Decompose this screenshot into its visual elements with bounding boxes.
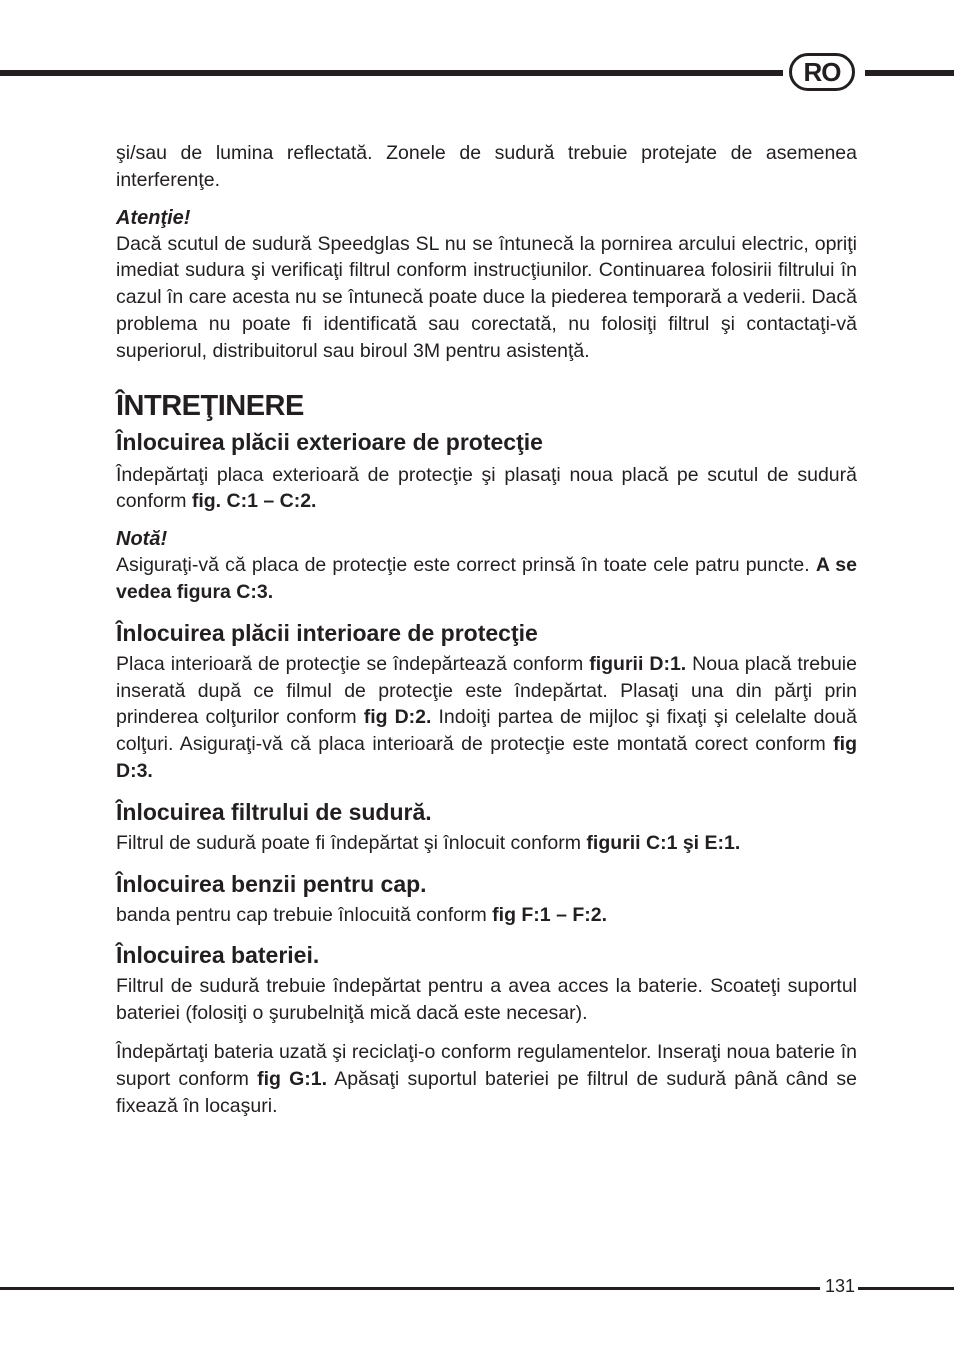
subsection-inner-plate-title: Înlocuirea plăcii interioare de protecţie	[116, 619, 538, 646]
header-rule-right	[865, 70, 954, 76]
outer-plate-paragraph: Îndepărtaţi placa exterioară de protecţie şi plasaţi noua placă pe scutul de sudură conform fig. C:1 – C:2.	[116, 463, 857, 513]
figure-ref: A se vedea figura C:3.	[116, 554, 857, 603]
figure-ref: fig F:1 – F:2.	[492, 903, 607, 926]
figure-ref: figurii C:1 şi E:1.	[586, 831, 741, 854]
subsection-outer-plate-title: Înlocuirea plăcii exterioare de protecţie	[116, 428, 543, 455]
battery-paragraph-2: Îndepărtaţi bateria uzată şi reciclaţi-o conform regulamentelor. Inseraţi noua baterie în suport conform fig G:1. Apăsaţi suportul bateriei pe filtrul de sudură până când se fixează în locaşuri.	[116, 1040, 857, 1117]
note-title: Notă!	[116, 528, 168, 551]
inner-plate-paragraph: Placa interioară de protecţie se îndepărtează conform figurii D:1. Noua placă trebuie inserată după ce filmul de protecţie este îndepărtat. Plasaţi una din părţi prin prinderea colţurilor conform fig D:2. Indoiţi partea de mijloc şi fixaţi şi celelalte două colţuri. Asiguraţi-vă că placa interioară de protecţie este montată corect conform fig D:3.	[116, 652, 857, 782]
page-content	[116, 140, 857, 1119]
figure-ref: fig D:2.	[363, 706, 432, 729]
figure-ref: fig D:3.	[116, 733, 857, 782]
section-title: ÎNTREŢINERE	[116, 389, 304, 422]
intro-paragraph: şi/sau de lumina reflectată. Zonele de sudură trebuie protejate de asemenea interferenţe.	[116, 142, 857, 191]
figure-ref: figurii D:1.	[589, 652, 687, 675]
filter-paragraph: Filtrul de sudură poate fi îndepărtat şi înlocuit conform figurii C:1 şi E:1.	[116, 831, 741, 854]
figure-ref: fig. C:1 – C:2.	[191, 490, 317, 513]
headband-paragraph: banda pentru cap trebuie înlocuită conform fig F:1 – F:2.	[116, 903, 607, 926]
page-number: 131	[824, 1276, 856, 1296]
figure-ref: fig G:1.	[257, 1067, 328, 1090]
battery-paragraph-1: Filtrul de sudură trebuie îndepărtat pentru a avea acces la baterie. Scoateţi suportul bateriei (folosiţi o şurubelniţă mică dacă este necesar).	[116, 975, 857, 1025]
language-badge: RO	[789, 53, 855, 91]
note-paragraph: Asiguraţi-vă că placa de protecţie este correct prinsă în toate cele patru puncte. A se vedea figura C:3.	[116, 554, 857, 603]
subsection-battery-title: Înlocuirea bateriei.	[116, 942, 320, 969]
footer-rule-right	[858, 1287, 954, 1290]
subsection-filter-title: Înlocuirea filtrului de sudură.	[116, 798, 432, 825]
header-rule-left	[0, 70, 783, 76]
warning-paragraph: Dacă scutul de sudură Speedglas SL nu se întunecă la pornirea arcului electric, opriţi imediat sudura şi verificaţi filtrul conform instrucţiunilor. Continuarea folosirii filtrului în cazul în care acesta nu se întunecă poate duce la piederea temporară a vederii. Dacă problema nu poate fi identificată sau corectată, nu folosiţi filtrul şi contactaţi-vă superiorul, distribuitorul sau biroul 3M pentru asistenţă.	[116, 232, 857, 362]
subsection-headband-title: Înlocuirea benzii pentru cap.	[116, 870, 427, 897]
warning-title: Atenţie!	[116, 206, 191, 229]
footer-rule-left	[0, 1287, 820, 1290]
